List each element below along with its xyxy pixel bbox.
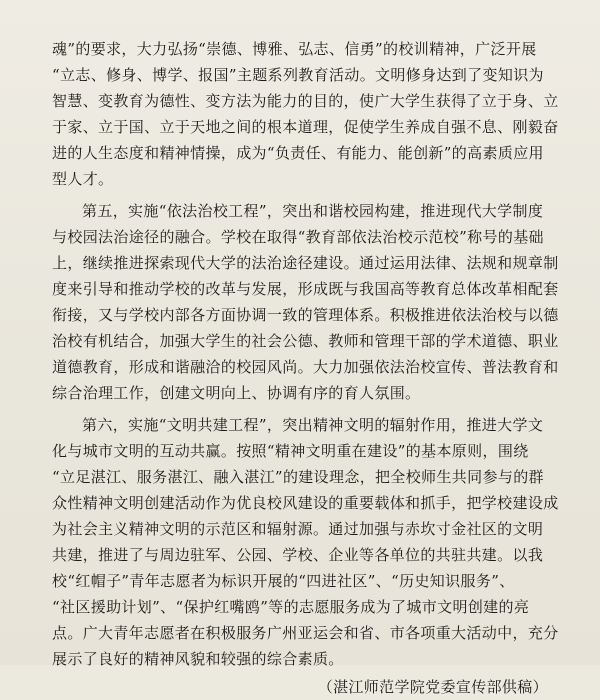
text-line: 点。广大青年志愿者在积极服务广州亚运会和省、市各项重大活动中，充分 <box>52 624 559 642</box>
text-line: 校“红帽子”青年志愿者为标识开展的“四进社区”、“历史知识服务”、 <box>52 572 515 590</box>
text-line: 众性精神文明创建活动作为优良校风建设的重要载体和抓手，把学校建设成 <box>52 494 559 512</box>
text-line: 综合治理工作，创建文明向上、协调有序的育人氛围。 <box>52 384 421 402</box>
text-line: “立足湛江、服务湛江、融入湛江”的建设理念，把全校师生共同参与的群 <box>52 468 544 486</box>
text-line: 于家、立于国、立于天地之间的根本道理，促使学生养成自强不息、刚毅奋 <box>52 118 559 136</box>
text-line: 与校园法治途径的融合。学校在取得“教育部依法治校示范校”称号的基础 <box>52 228 544 246</box>
source-attribution: （湛江师范学院党委宣传部供稿） <box>317 678 548 696</box>
text-line: 衔接，又与学校内部各方面协调一致的管理体系。积极推进依法治校与以德 <box>52 306 559 324</box>
text-line: 度来引导和推动学校的改革与发展，形成既与我国高等教育总体改革相配套 <box>52 280 559 298</box>
text-line: 第五，实施“依法治校工程”，突出和谐校园构建，推进现代大学制度 <box>82 202 544 220</box>
text-line: 型人才。 <box>52 170 114 188</box>
paragraph-3 <box>52 412 562 672</box>
text-line: 魂”的要求，大力弘扬“崇德、博雅、弘志、信勇”的校训精神，广泛开展 <box>52 40 537 58</box>
text-line: “社区援助计划”、“保护红嘴鸥”等的志愿服务成为了城市文明创建的亮 <box>52 598 530 616</box>
text-line: 道德教育，形成和谐融洽的校园风尚。大力加强依法治校宣传、普法教育和 <box>52 358 559 376</box>
text-line: “立志、修身、博学、报国”主题系列教育活动。文明修身达到了变知识为 <box>52 66 544 84</box>
text-line: 进的人生态度和精神情操，成为“负责任、有能力、能创新”的高素质应用 <box>52 144 544 162</box>
text-line: 上，继续推进探索现代大学的法治途径建设。通过运用法律、法规和规章制 <box>52 254 559 272</box>
text-line: 共建，推进了与周边驻军、公园、学校、企业等各单位的共驻共建。以我 <box>52 546 544 564</box>
text-line: 化与城市文明的互动共赢。按照“精神文明重在建设”的基本原则，围绕 <box>52 442 529 460</box>
paragraph-2 <box>52 198 562 406</box>
paragraph-1 <box>52 36 562 192</box>
text-line: 为社会主义精神文明的示范区和辐射源。通过加强与赤坎寸金社区的文明 <box>52 520 544 538</box>
text-line: 治校有机结合，加强大学生的社会公德、教师和管理干部的学术道德、职业 <box>52 332 559 350</box>
text-line: 第六，实施“文明共建工程”，突出精神文明的辐射作用，推进大学文 <box>82 416 544 434</box>
text-line: 展示了良好的精神风貌和较强的综合素质。 <box>52 650 344 668</box>
text-line: 智慧、变教育为德性、变方法为能力的目的，使广大学生获得了立于身、立 <box>52 92 559 110</box>
document-body <box>52 36 562 700</box>
